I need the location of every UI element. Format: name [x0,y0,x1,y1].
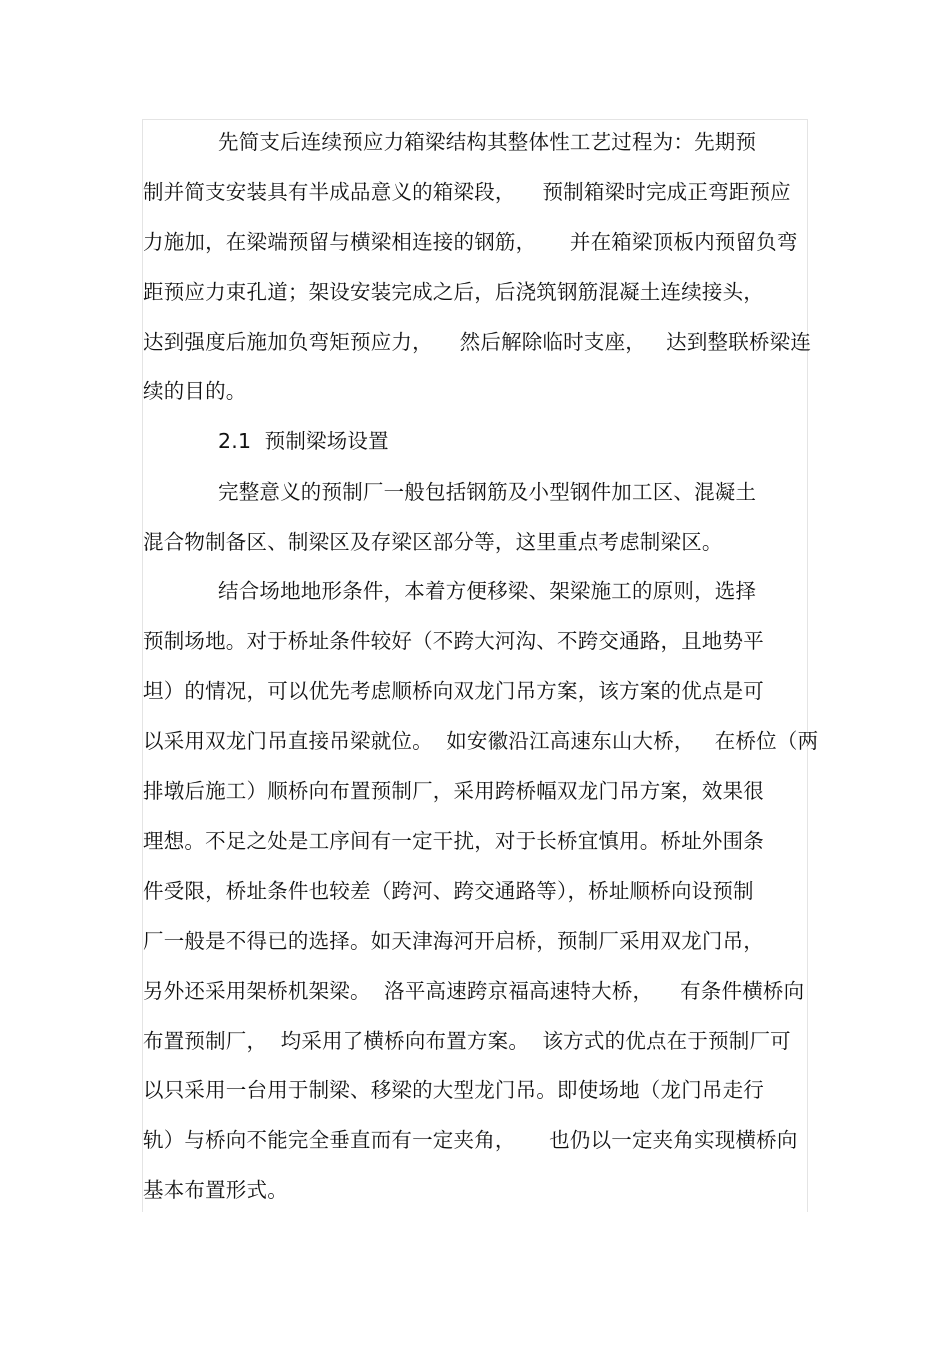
text-line: 另外还采用架桥机架梁。 洛平高速跨京福高速特大桥， 有条件横桥向 [143,979,805,1003]
text-line: 轨）与桥向不能完全垂直而有一定夹角， 也仍以一定夹角实现横桥向 [143,1128,798,1152]
page-frame-right-border [807,119,808,1212]
text-line: 续的目的。 [143,379,247,403]
section-heading: 2.1 预制梁场设置 [218,429,389,453]
text-line: 坦）的情况，可以优先考虑顺桥向双龙门吊方案，该方案的优点是可 [143,679,764,703]
text-line: 先简支后连续预应力箱梁结构其整体性工艺过程为：先期预 [218,130,757,154]
text-line: 以只采用一台用于制梁、移梁的大型龙门吊。即使场地（龙门吊走行 [143,1078,764,1102]
text-line: 结合场地地形条件，本着方便移梁、架梁施工的原则，选择 [218,579,757,603]
text-line: 理想。不足之处是工序间有一定干扰，对于长桥宜慎用。桥址外围条 [143,829,764,853]
text-line: 制并简支安装具有半成品意义的箱梁段， 预制箱梁时完成正弯距预应 [143,180,791,204]
text-line: 预制场地。对于桥址条件较好（不跨大河沟、不跨交通路，且地势平 [143,629,764,653]
text-line: 排墩后施工）顺桥向布置预制厂，采用跨桥幅双龙门吊方案，效果很 [143,779,764,803]
page-frame-top-border [142,119,808,120]
text-line: 混合物制备区、制梁区及存梁区部分等，这里重点考虑制梁区。 [143,530,723,554]
text-line: 达到强度后施加负弯矩预应力， 然后解除临时支座， 达到整联桥梁连 [143,330,812,354]
text-line: 完整意义的预制厂一般包括钢筋及小型钢件加工区、混凝土 [218,480,757,504]
text-line: 厂一般是不得已的选择。如天津海河开启桥，预制厂采用双龙门吊， [143,929,764,953]
text-line: 力施加，在梁端预留与横梁相连接的钢筋， 并在箱梁顶板内预留负弯 [143,230,798,254]
text-line: 基本布置形式。 [143,1178,288,1202]
text-line: 件受限，桥址条件也较差（跨河、跨交通路等），桥址顺桥向设预制 [143,879,754,903]
text-line: 布置预制厂， 均采用了横桥向布置方案。 该方式的优点在于预制厂可 [143,1029,791,1053]
text-line: 距预应力束孔道；架设安装完成之后，后浇筑钢筋混凝土连续接头， [143,280,764,304]
text-line: 以采用双龙门吊直接吊梁就位。 如安徽沿江高速东山大桥， 在桥位（两 [143,729,819,753]
